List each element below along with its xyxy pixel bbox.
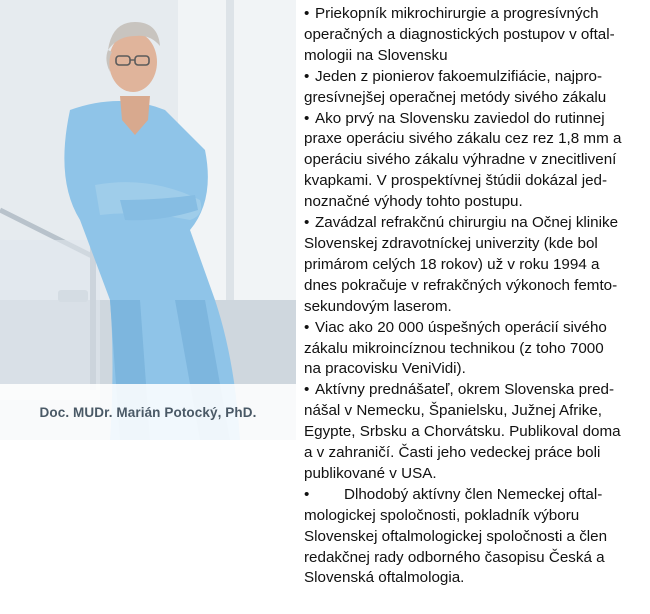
bullet-line: zákalu mikroincíznou technikou (z toho 7000 [304, 339, 604, 357]
bullet-item [304, 67, 644, 109]
bullet-symbol: • [304, 67, 310, 85]
bullet-symbol: • [304, 318, 310, 336]
bullet-item [304, 4, 644, 67]
bullet-line: a v zahraničí. Časti jeho vedeckej práce boli [304, 444, 601, 462]
bullet-line: primárom celých 18 rokov) už v roku 1994 a [304, 255, 600, 273]
bullet-item [304, 318, 644, 381]
bullet-line: operačných a diagnostických postupov v oftal- [304, 25, 615, 43]
portrait-photo [0, 0, 296, 440]
bullet-item [304, 213, 644, 318]
bullet-line: gresívnejšej operačnej metódy sivého zákalu [304, 88, 607, 106]
bullet-line: Dlhodobý aktívny člen Nemeckej oftal- [344, 485, 603, 503]
bullet-line: nášal v Nemecku, Španielsku, Južnej Afrike, [304, 402, 602, 420]
photo-caption: Doc. MUDr. Marián Potocký, PhD. [0, 384, 296, 440]
bullet-line: na pracovisku VeniVidi). [304, 360, 466, 378]
bullet-line: redakčnej rady odborného časopisu Česká a [304, 548, 605, 566]
bullet-line: mologii na Slovensku [304, 46, 448, 64]
bullet-line: operáciu sivého zákalu výhradne v znecitlivení [304, 151, 617, 169]
bullet-line: Slovenská oftalmologia. [304, 569, 465, 587]
bullet-line: Viac ako 20 000 úspešných operácií sivého [315, 318, 607, 336]
bullet-line: Zavádzal refrakčnú chirurgiu na Očnej klinike [315, 214, 619, 232]
bullet-symbol: • [304, 381, 310, 399]
bullet-line: kvapkami. V prospektívnej štúdii dokázal jed- [304, 172, 608, 190]
bullet-item [304, 485, 644, 590]
bullet-line: Ako prvý na Slovensku zaviedol do rutinnej [315, 109, 605, 127]
bullet-line: Egypte, Srbsku a Chorvátsku. Publikoval doma [304, 423, 621, 441]
bullet-line: Priekopník mikrochirurgie a progresívných [315, 5, 599, 22]
bullet-line: noznačné výhody tohto postupu. [304, 193, 523, 211]
bullet-line: Slovenskej zdravotníckej univerzity (kde bol [304, 234, 598, 252]
bullet-symbol: • [304, 5, 310, 22]
bullet-symbol: • [304, 485, 310, 503]
bullet-line: Slovenskej oftalmologickej spoločnosti a člen [304, 527, 608, 545]
bullet-symbol: • [304, 109, 310, 127]
bullet-symbol: • [304, 214, 310, 232]
bullet-line: sekundovým laserom. [304, 297, 452, 315]
bullet-line: praxe operáciu sivého zákalu cez rez 1,8 mm a [304, 130, 622, 148]
bullet-line: Aktívny prednášateľ, okrem Slovenska pred- [315, 381, 615, 399]
bullet-item [304, 109, 644, 214]
bullet-line: publikované v USA. [304, 464, 437, 482]
bullet-list [304, 4, 644, 589]
bullet-line: mologickej spoločnosti, pokladník výboru [304, 506, 580, 524]
bullet-line: Jeden z pionierov fakoemulzifiácie, najpro- [315, 67, 603, 85]
bullet-line: dnes pokračuje v refrakčných výkonoch femto- [304, 276, 618, 294]
portrait-illustration [0, 0, 296, 440]
bullet-item [304, 380, 644, 485]
